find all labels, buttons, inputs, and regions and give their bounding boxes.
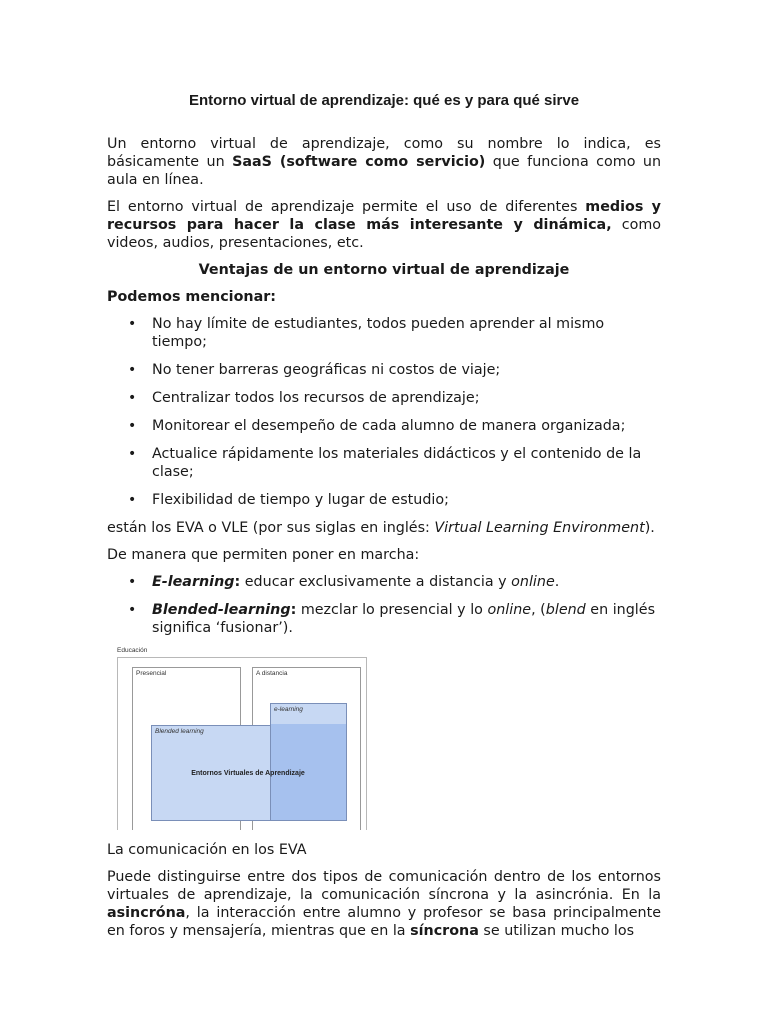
italic-text: online bbox=[487, 602, 532, 618]
list-item bbox=[107, 361, 661, 379]
list-item bbox=[107, 573, 661, 591]
list-item-text: Flexibilidad de tiempo y lugar de estudio; bbox=[152, 492, 449, 508]
bullet-icon: • bbox=[128, 390, 137, 406]
bold-text: asincróna bbox=[107, 905, 186, 921]
document-page bbox=[107, 92, 661, 949]
text-run: en inglés significa ‘fusionar’). bbox=[152, 602, 656, 636]
text-run: . bbox=[554, 574, 560, 590]
communication-paragraph bbox=[107, 868, 661, 940]
text-run: educar exclusivamente a distancia y bbox=[240, 574, 512, 590]
diagram-label-distancia: A distancia bbox=[256, 670, 288, 677]
list-item bbox=[107, 491, 661, 509]
diagram-label-education: Educación bbox=[117, 647, 148, 654]
advantages-list bbox=[107, 315, 661, 509]
text-run: Puede distinguirse entre dos tipos de comunicación dentro de los entornos virtuales de aprendizaje, la comunicación síncrona y la asincrónia. En la bbox=[107, 869, 661, 903]
text-run: Un entorno virtual de aprendizaje, como su nombre lo indica, es básicamente un bbox=[107, 136, 661, 170]
modes-intro-paragraph: De manera que permiten poner en marcha: bbox=[107, 547, 420, 563]
section-heading: Ventajas de un entorno virtual de aprendizaje bbox=[198, 262, 570, 278]
document-title: Entorno virtual de aprendizaje: qué es y para qué sirve bbox=[188, 92, 580, 109]
text-run: : bbox=[290, 602, 297, 618]
bullet-icon: • bbox=[128, 316, 137, 332]
list-item-text: No hay límite de estudiantes, todos pueden aprender al mismo tiempo; bbox=[152, 316, 605, 350]
communication-heading: La comunicación en los EVA bbox=[107, 842, 307, 858]
text-run: , ( bbox=[531, 602, 546, 618]
diagram-label-center: Entornos Virtuales de Aprendizaje bbox=[191, 770, 305, 777]
text-run: , la interacción entre alumno y profesor se basa principalmente en foros y mensajería, mientras que en la bbox=[107, 905, 661, 939]
bullet-icon: • bbox=[128, 446, 137, 462]
text-run: se utilizan mucho los bbox=[478, 923, 635, 939]
list-item bbox=[107, 601, 661, 637]
bold-text: medios y recursos para hacer la clase más interesante y dinámica, bbox=[107, 199, 661, 233]
term-text: E-learning bbox=[152, 574, 235, 590]
bullet-icon: • bbox=[128, 602, 137, 618]
modes-list bbox=[107, 573, 661, 637]
text-run: mezclar lo presencial y lo bbox=[296, 602, 488, 618]
bullet-icon: • bbox=[128, 492, 137, 508]
bold-text: síncrona bbox=[410, 923, 479, 939]
text-run: : bbox=[234, 574, 241, 590]
text-run: ). bbox=[644, 520, 655, 536]
italic-text: Virtual Learning Environment bbox=[434, 520, 645, 536]
text-run: como videos, audios, presentaciones, etc. bbox=[107, 217, 661, 251]
list-item-text: Actualice rápidamente los materiales didácticos y el contenido de la clase; bbox=[152, 446, 642, 480]
resources-paragraph bbox=[107, 198, 661, 252]
list-item bbox=[107, 315, 661, 351]
eva-paragraph bbox=[107, 519, 661, 537]
italic-text: online bbox=[511, 574, 555, 590]
list-item bbox=[107, 445, 661, 481]
list-item-text: No tener barreras geográficas ni costos de viaje; bbox=[152, 362, 501, 378]
intro-paragraph bbox=[107, 135, 661, 189]
bullet-icon: • bbox=[128, 362, 137, 378]
list-item bbox=[107, 417, 661, 435]
subheading: Podemos mencionar: bbox=[107, 289, 277, 305]
list-item bbox=[107, 389, 661, 407]
diagram-label-presencial: Presencial bbox=[136, 670, 167, 677]
bold-text: SaaS (software como servicio) bbox=[232, 154, 486, 170]
italic-text: blend bbox=[545, 602, 586, 618]
term-text: Blended-learning bbox=[152, 602, 291, 618]
diagram-label-elearning: e-learning bbox=[274, 706, 303, 713]
text-run: están los EVA o VLE (por sus siglas en inglés: bbox=[107, 520, 435, 536]
learning-diagram bbox=[115, 647, 365, 831]
diagram-label-blended: Blended learning bbox=[155, 728, 204, 735]
text-run: El entorno virtual de aprendizaje permite el uso de diferentes bbox=[107, 199, 586, 215]
bullet-icon: • bbox=[128, 574, 137, 590]
list-item-text: Centralizar todos los recursos de aprendizaje; bbox=[152, 390, 480, 406]
bullet-icon: • bbox=[128, 418, 137, 434]
list-item-text: Monitorear el desempeño de cada alumno de manera organizada; bbox=[152, 418, 626, 434]
text-run: que funciona como un aula en línea. bbox=[107, 154, 661, 188]
